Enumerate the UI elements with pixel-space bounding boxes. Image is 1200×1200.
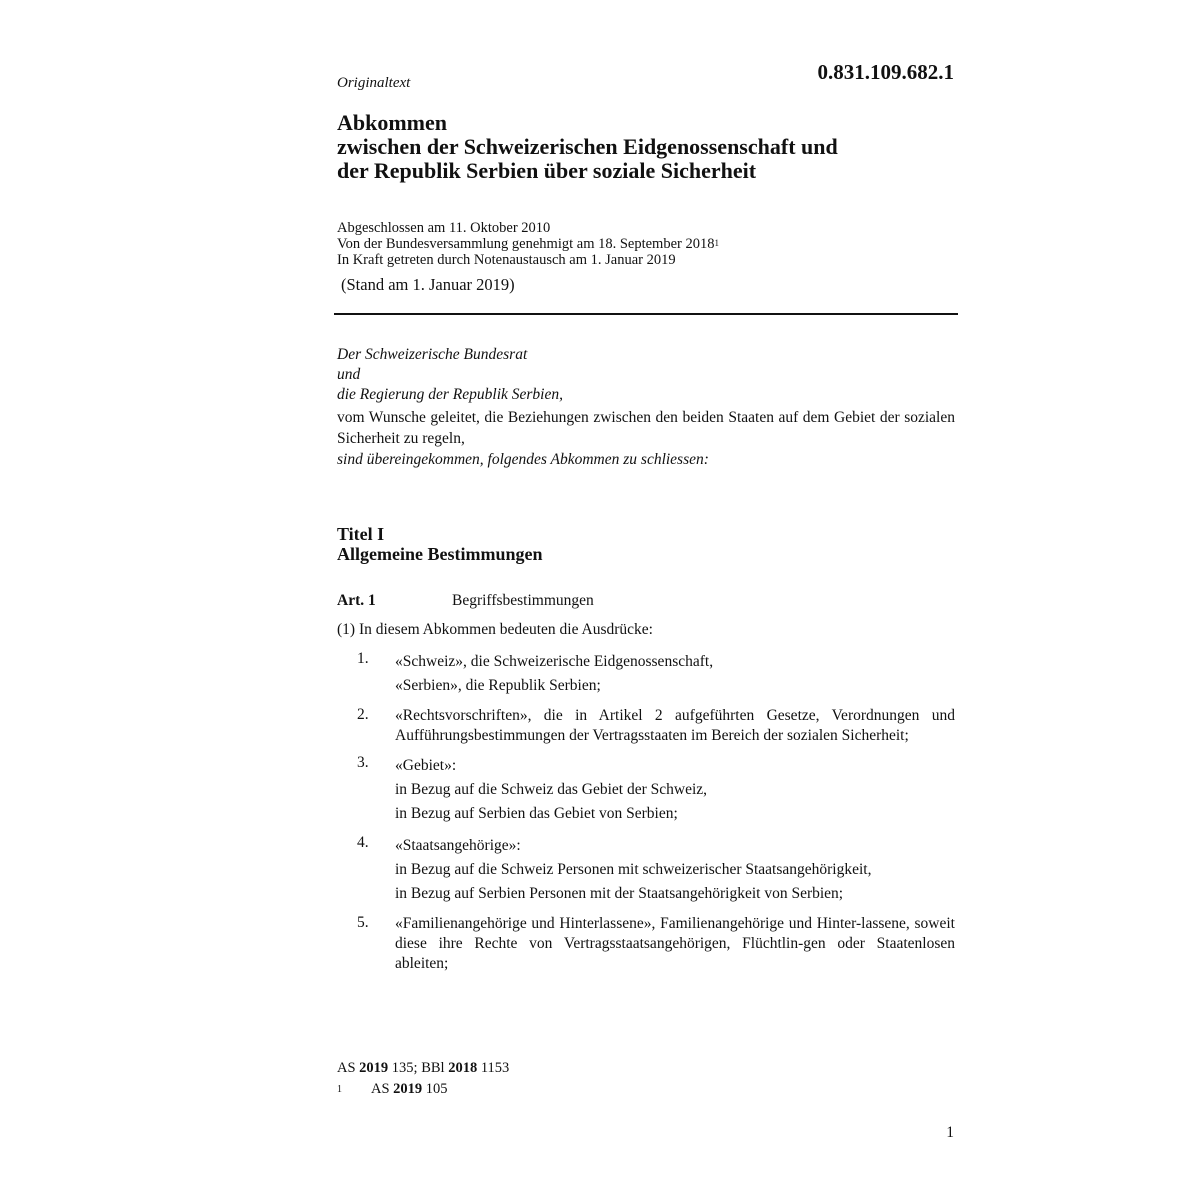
- list-item-number: 4.: [357, 834, 369, 851]
- preamble-agreed: sind übereingekommen, folgendes Abkommen zu schliessen:: [337, 451, 709, 468]
- title-line-1: Abkommen: [337, 110, 448, 135]
- status-date: (Stand am 1. Januar 2019): [341, 275, 515, 294]
- list-item-number: 5.: [357, 914, 369, 931]
- list-item-number: 3.: [357, 754, 369, 771]
- original-text-label: Originaltext: [337, 75, 411, 91]
- header-divider: [334, 313, 958, 315]
- sr-number: 0.831.109.682.1: [817, 60, 954, 84]
- list-item: 3. «Gebiet»: in Bezug auf die Schweiz das Gebiet der Schweiz, in Bezug auf Serbien das Gebiet von Serbien;: [357, 754, 708, 822]
- approved-date: Von der Bundesversammlung genehmigt am 18. September 2018$^1$: [337, 236, 719, 252]
- preamble-text: vom Wunsche geleitet, die Beziehungen zwischen den beiden Staaten auf dem Gebiet der sozialen Sicherheit zu regeln,: [337, 409, 955, 447]
- footnote-1-mark: 1: [337, 1084, 342, 1095]
- preamble: [337, 345, 955, 470]
- preamble-party-1: Der Schweizerische Bundesrat: [337, 346, 528, 363]
- metadata-block: [337, 220, 719, 268]
- document-title: [337, 111, 957, 183]
- preamble-party-2: die Regierung der Republik Serbien,: [337, 386, 563, 403]
- page-number: 1: [946, 1124, 954, 1141]
- concluded-date: Abgeschlossen am 11. Oktober 2010: [337, 220, 551, 236]
- footnote-ref-1[interactable]: 1: [714, 238, 719, 248]
- footnote-1: 1 AS 2019 105: [337, 1079, 509, 1100]
- title-line-3: der Republik Serbien über soziale Sicherheit: [337, 158, 757, 183]
- list-item-number: 2.: [357, 706, 369, 723]
- titel-number: Titel I: [337, 524, 385, 544]
- in-force-date: In Kraft getreten durch Notenaustausch am 1. Januar 2019: [337, 252, 676, 268]
- list-item: 4. «Staatsangehörige»: in Bezug auf die Schweiz Personen mit schweizerischer Staatsangehörigkeit, in Bezug auf Serbien Personen mit der Staatsangehörigkeit von Serbien;: [357, 834, 872, 902]
- titel-heading: [337, 524, 542, 564]
- list-item: 1. «Schweiz», die Schweizerische Eidgenossenschaft, «Serbien», die Republik Serbien;: [357, 650, 714, 694]
- title-line-2: zwischen der Schweizerischen Eidgenossenschaft und: [337, 134, 838, 159]
- article-heading: [337, 592, 594, 610]
- footnotes: [337, 1058, 509, 1100]
- list-item: 5. «Familienangehörige und Hinterlassene», Familienangehörige und Hinter-lassene, soweit diese ihre Rechte von Vertragsstaatsangehörigen, Flüchtlin-gen oder Staatenlosen ableiten;: [357, 914, 955, 972]
- list-item: 2. «Rechtsvorschriften», die in Artikel 2 aufgeführten Gesetze, Verordnungen und Aufführungsbestimmungen der Vertragsstaaten im Bereich der sozialen Sicherheit;: [357, 706, 955, 744]
- preamble-and: und: [337, 366, 361, 383]
- article-number: Art. 1: [337, 592, 376, 609]
- source-citation: AS 2019 135; BBl 2018 1153: [337, 1060, 510, 1076]
- list-item-number: 1.: [357, 650, 369, 667]
- paragraph-1: (1) In diesem Abkommen bedeuten die Ausdrücke:: [337, 621, 653, 638]
- titel-name: Allgemeine Bestimmungen: [337, 544, 543, 564]
- article-title: Begriffsbestimmungen: [452, 592, 594, 609]
- definitions-list: [357, 650, 955, 982]
